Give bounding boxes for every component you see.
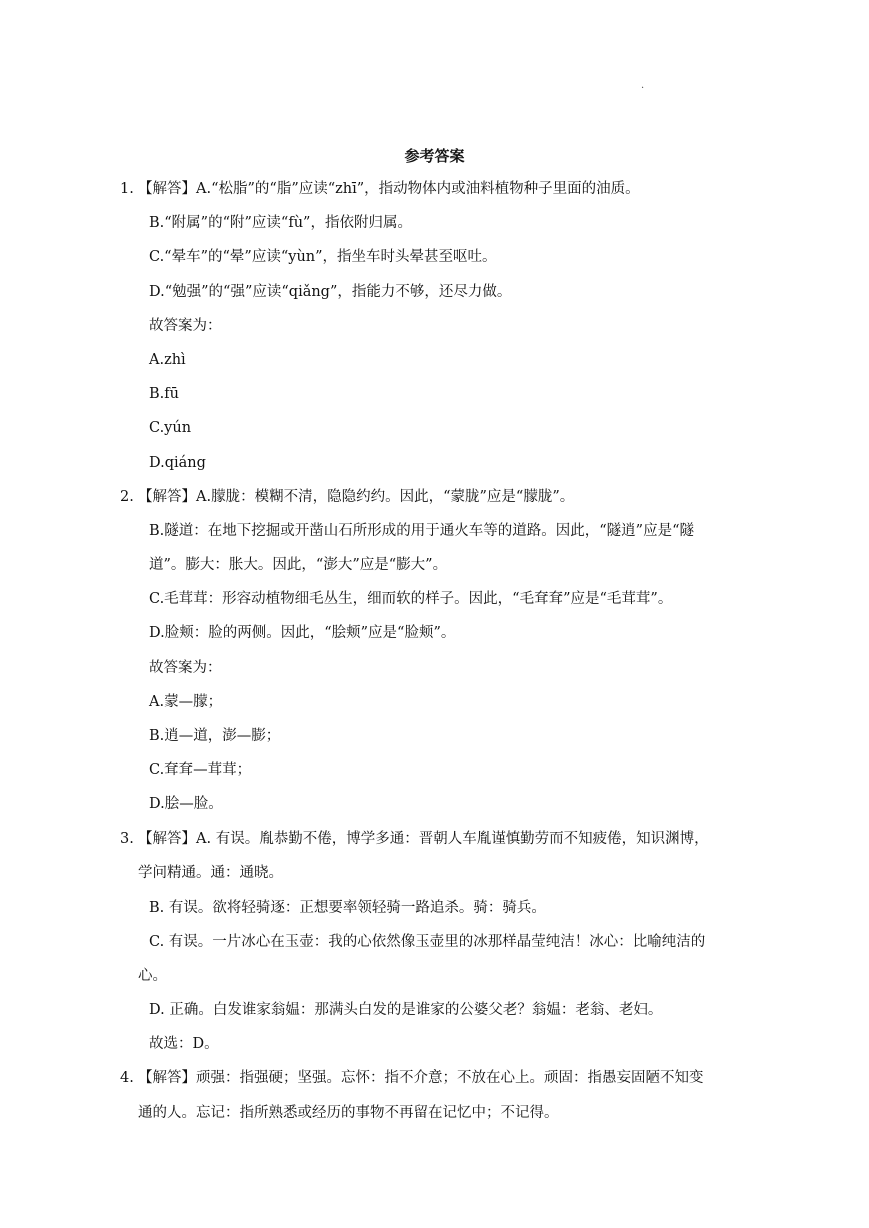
answer-line: B.逍—道，澎—膨； [149, 728, 281, 744]
question-3-first-line [120, 829, 709, 849]
answer-text: 【解答】顽强：指强硬；坚强。忘怀：指不介意；不放在心上。顽固：指愚妄固陋不知变 [138, 1070, 704, 1086]
answer-line: B.隧道：在地下挖掘或开凿山石所形成的用于通火车等的道路。因此，“隧逍”应是“隧 [149, 523, 694, 539]
answer-line: B.fū [149, 386, 179, 402]
answer-line: 故答案为： [149, 660, 222, 676]
header-dot: · [641, 83, 645, 94]
answer-text: 【解答】A. 有误。胤恭勤不倦，博学多通：晋朝人车胤谨慎勤劳而不知疲倦，知识渊博， [138, 831, 709, 847]
answer-line: C.耷耷—茸茸； [149, 762, 252, 778]
question-number: 2. [120, 489, 134, 505]
answer-line: D.qiáng [149, 455, 206, 471]
answer-line: D.脸颊：脸的两侧。因此，“脍颊”应是“脸颊”。 [149, 625, 456, 641]
answer-line: C. 有误。一片冰心在玉壶：我的心依然像玉壶里的冰那样晶莹纯洁！冰心：比喻纯洁的 [149, 934, 706, 950]
answer-line: 道”。膨大：胀大。因此，“澎大”应是“膨大”。 [149, 557, 448, 573]
question-4-first-line [120, 1068, 704, 1088]
answer-line: 心。 [138, 968, 167, 984]
answer-line: 故答案为： [149, 318, 222, 334]
answer-line: D. 正确。白发谁家翁媪：那满头白发的是谁家的公婆父老？翁媪：老翁、老妇。 [149, 1002, 663, 1018]
answer-text: 【解答】A.“松脂”的“脂”应读“zhī”，指动物体内或油料植物种子里面的油质。 [138, 181, 640, 197]
question-number: 4. [120, 1070, 134, 1086]
question-number: 3. [120, 831, 134, 847]
answer-line: C.“晕车”的“晕”应读“yùn”，指坐车时头晕甚至呕吐。 [149, 249, 497, 265]
answer-line: C.yún [149, 420, 192, 436]
question-number: 1. [120, 181, 134, 197]
answer-line: D.“勉强”的“强”应读“qiǎng”，指能力不够，还尽力做。 [149, 284, 512, 300]
page-title: 参考答案 [404, 147, 465, 165]
answer-line: D.脍—脸。 [149, 796, 223, 812]
answer-continuation: 学问精通。通：通晓。 [138, 865, 283, 881]
question-2-first-line [120, 487, 574, 507]
answer-line: B.“附属”的“附”应读“fù”，指依附归属。 [149, 215, 412, 231]
answer-continuation: 通的人。忘记：指所熟悉或经历的事物不再留在记忆中；不记得。 [138, 1105, 559, 1121]
answer-line: A.zhì [149, 352, 186, 368]
answer-line: A.蒙—朦； [149, 694, 223, 710]
question-1-first-line [120, 179, 640, 199]
answer-line: B. 有误。欲将轻骑逐：正想要率领轻骑一路追杀。骑：骑兵。 [149, 900, 546, 916]
answer-line: C.毛茸茸：形容动植物细毛丛生，细而软的样子。因此，“毛耷耷”应是“毛茸茸”。 [149, 591, 673, 607]
answer-text: 【解答】A.朦胧：模糊不清，隐隐约约。因此，“蒙胧”应是“朦胧”。 [138, 489, 575, 505]
answer-line: 故选：D。 [149, 1036, 219, 1052]
